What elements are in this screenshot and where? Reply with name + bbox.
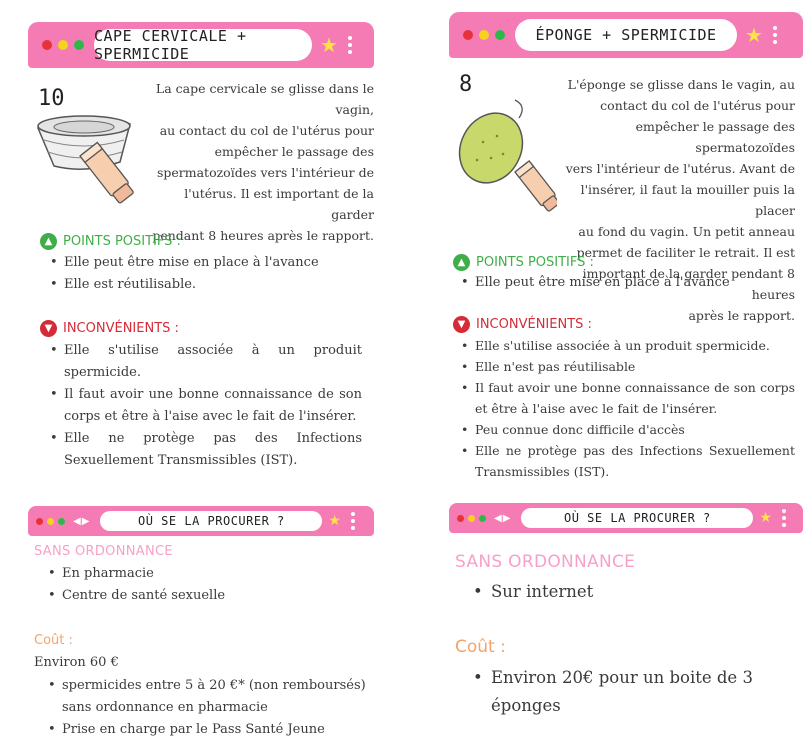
desc-line: spermatozoïdes vers l'intérieur de	[156, 165, 374, 180]
star-icon: ★	[759, 510, 772, 526]
desc-line: l'utérus. Il est important de la garder	[184, 186, 374, 222]
right-cost-list	[473, 664, 773, 720]
desc-line: important de la garder pendant 8 heures	[582, 266, 795, 302]
yellow-dot-icon	[479, 30, 489, 40]
desc-line: vers l'intérieur de l'utérus. Avant de	[565, 161, 795, 176]
yellow-dot-icon	[468, 515, 475, 522]
list-item: • Elle s'utilise associée à un produit spermicide.	[461, 335, 795, 356]
desc-line: empêcher le passage des spermatozoïdes	[635, 119, 795, 155]
red-dot-icon	[42, 40, 52, 50]
list-item: • Elle peut être mise en place à l'avance	[50, 252, 370, 274]
list-item: • Sur internet	[473, 578, 793, 606]
green-dot-icon	[479, 515, 486, 522]
right-positives-heading	[453, 254, 594, 271]
left-positives-list	[50, 252, 370, 296]
yellow-dot-icon	[58, 40, 68, 50]
positives-label: POINTS POSITIFS :	[63, 234, 181, 249]
green-dot-icon	[58, 518, 65, 525]
window-dots	[457, 515, 486, 522]
left-cost-list	[48, 675, 366, 741]
right-where-list	[473, 578, 793, 606]
star-icon: ★	[745, 23, 763, 47]
right-efficacy-number: 8	[459, 72, 473, 97]
red-dot-icon	[457, 515, 464, 522]
right-negatives-list	[461, 335, 795, 482]
yellow-dot-icon	[47, 518, 54, 525]
left-cost-value: Environ 60 €	[34, 655, 119, 670]
red-dot-icon	[463, 30, 473, 40]
left-where-bar	[28, 506, 374, 536]
star-icon: ★	[320, 33, 338, 57]
desc-line: L'éponge se glisse dans le vagin, au	[567, 77, 795, 92]
right-where-bar	[449, 503, 803, 533]
sponge-illustration	[457, 96, 557, 226]
list-item: • Prise en charge par le Pass Santé Jeune	[48, 719, 366, 741]
right-prescription-label: SANS ORDONNANCE	[455, 552, 636, 572]
left-efficacy-number: 10	[38, 86, 65, 111]
right-title-bar	[449, 12, 803, 58]
negatives-label: INCONVÉNIENTS :	[476, 317, 592, 332]
left-negatives-heading	[40, 320, 179, 337]
thumbs-down-icon: ▼	[40, 320, 57, 337]
list-item: • Il faut avoir une bonne connaissance de son corps et être à l'aise avec le fait de l'insérer.	[461, 377, 795, 419]
list-item: • Elle ne protège pas des Infections Sexuellement Transmissibles (IST).	[50, 428, 362, 472]
list-item: • Environ 20€ pour un boite de 3 éponges	[473, 664, 773, 720]
left-where-list	[48, 563, 368, 607]
kebab-menu-icon	[348, 36, 352, 54]
left-where-title: OÙ SE LA PROCURER ?	[100, 511, 322, 531]
positives-label: POINTS POSITIFS :	[476, 255, 594, 270]
left-cost-label: Coût :	[34, 633, 73, 648]
list-item: • Peu connue donc difficile d'accès	[461, 419, 795, 440]
arrows-icon: ◀▶	[73, 515, 91, 527]
list-item: • Centre de santé sexuelle	[48, 585, 368, 607]
desc-line: pendant 8 heures après le rapport.	[152, 228, 374, 243]
desc-line: au fond du vagin. Un petit anneau	[578, 224, 795, 239]
desc-line: au contact du col de l'utérus pour	[159, 123, 374, 138]
left-title-bar	[28, 22, 374, 68]
right-where-title: OÙ SE LA PROCURER ?	[521, 508, 753, 528]
left-positives-heading	[40, 233, 181, 250]
desc-line: permet de faciliter le retrait. Il est	[576, 245, 795, 260]
desc-line: empêcher le passage des	[214, 144, 374, 159]
window-dots	[36, 518, 65, 525]
right-cost-label: Coût :	[455, 637, 506, 657]
right-positives-list	[461, 272, 791, 294]
red-dot-icon	[36, 518, 43, 525]
arrows-icon: ◀▶	[494, 512, 512, 524]
list-item: • En pharmacie	[48, 563, 368, 585]
desc-line: l'insérer, il faut la mouiller puis la placer	[580, 182, 795, 218]
list-item: • Elle ne protège pas des Infections Sexuellement Transmissibles (IST).	[461, 440, 795, 482]
green-dot-icon	[74, 40, 84, 50]
desc-line: après le rapport.	[688, 308, 795, 323]
star-icon: ★	[328, 513, 341, 529]
list-item: • Elle peut être mise en place à l'avance	[461, 272, 791, 294]
thumbs-up-icon: ▲	[453, 254, 470, 271]
kebab-menu-icon	[773, 26, 777, 44]
list-item: • Elle s'utilise associée à un produit spermicide.	[50, 340, 362, 384]
thumbs-up-icon: ▲	[40, 233, 57, 250]
left-prescription-label: SANS ORDONNANCE	[34, 544, 173, 559]
kebab-menu-icon	[782, 509, 786, 527]
left-description	[140, 78, 374, 246]
cervical-cap-illustration	[34, 110, 138, 210]
green-dot-icon	[495, 30, 505, 40]
left-title: CAPE CERVICALE + SPERMICIDE	[94, 29, 312, 61]
list-item: • Il faut avoir une bonne connaissance de son corps et être à l'aise avec le fait de l'insérer.	[50, 384, 362, 428]
window-dots	[42, 40, 84, 50]
list-item: • spermicides entre 5 à 20 €* (non remboursés) sans ordonnance en pharmacie	[48, 675, 366, 719]
thumbs-down-icon: ▼	[453, 316, 470, 333]
kebab-menu-icon	[351, 512, 355, 530]
desc-line: contact du col de l'utérus pour	[600, 98, 795, 113]
right-title: ÉPONGE + SPERMICIDE	[515, 19, 737, 51]
window-dots	[463, 30, 505, 40]
list-item: • Elle n'est pas réutilisable	[461, 356, 795, 377]
negatives-label: INCONVÉNIENTS :	[63, 321, 179, 336]
desc-line: La cape cervicale se glisse dans le vagin,	[155, 81, 374, 117]
right-negatives-heading	[453, 316, 592, 333]
list-item: • Elle est réutilisable.	[50, 274, 370, 296]
left-negatives-list	[50, 340, 362, 472]
